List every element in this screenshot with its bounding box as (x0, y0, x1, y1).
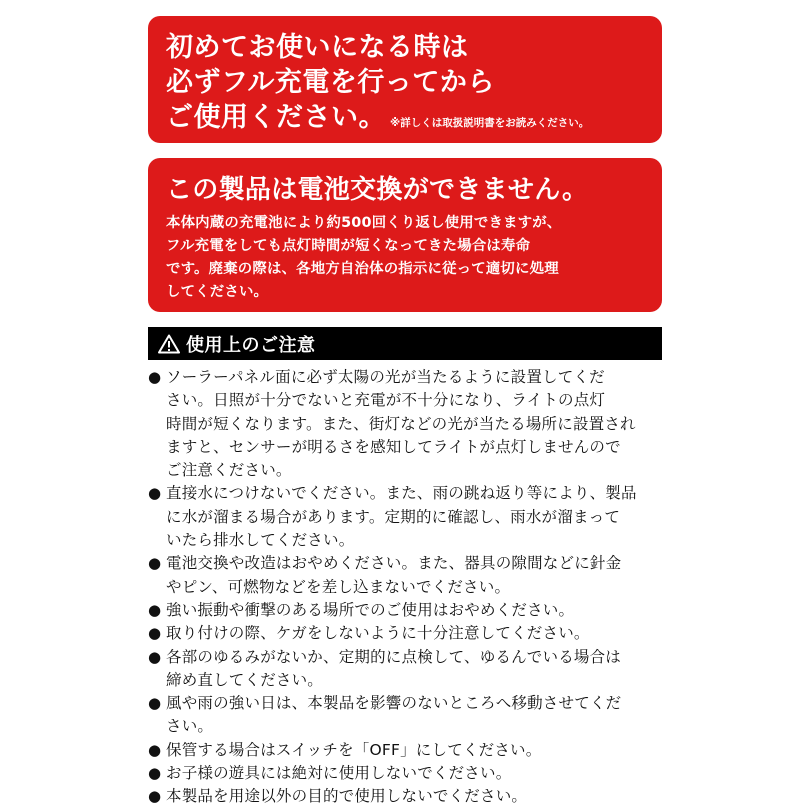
caution-item (148, 692, 668, 739)
usage-caution-header (148, 327, 662, 360)
card1-line-2: 必ずフル充電を行ってから (166, 67, 495, 98)
caution-item (148, 482, 668, 552)
manual-reference-note: ※詳しくは取扱説明書をお読みください。 (390, 117, 590, 129)
bullet-mark: ● (148, 368, 162, 386)
caution-item-line: 時間が短くなります。また、街灯などの光が当たる場所に設置され (166, 414, 636, 433)
caution-item-line: 強い振動や衝撃のある場所でのご使用はおやめください。 (166, 600, 575, 619)
caution-item-line: 取り付けの際、ケガをしないように十分注意してください。 (166, 624, 590, 643)
caution-item (148, 646, 668, 693)
caution-list (148, 366, 668, 809)
caution-item-text (166, 692, 621, 739)
card1-line-3 (166, 100, 644, 141)
battery-notice-line-3: です。廃棄の際は、各地方自治体の指示に従って適切に処理 (166, 261, 559, 277)
caution-item (148, 785, 668, 808)
caution-item-text (166, 646, 621, 693)
caution-item-line: 電池交換や改造はおやめください。また、器具の隙間などに針金 (166, 554, 622, 573)
caution-item-line: さい。 (166, 717, 214, 736)
caution-item-text (166, 366, 636, 482)
caution-item-text (166, 762, 511, 785)
caution-item-text (166, 599, 574, 622)
caution-item-text (166, 785, 527, 808)
caution-item (148, 622, 668, 645)
battery-notice-card (148, 158, 662, 312)
caution-item-line: ご注意ください。 (166, 461, 292, 480)
caution-item-line: 締め直してください。 (166, 670, 324, 689)
caution-item (148, 366, 668, 482)
caution-item-text (166, 739, 541, 762)
caution-item-line: 本製品を用途以外の目的で使用しないでください。 (166, 787, 528, 806)
bullet-mark: ● (148, 787, 162, 806)
bullet-mark: ● (148, 740, 162, 759)
bullet-mark: ● (148, 554, 162, 573)
warning-triangle-icon (158, 334, 180, 354)
caution-item (148, 762, 668, 785)
caution-item (148, 599, 668, 622)
caution-item-line: ソーラーパネル面に必ず太陽の光が当たるように設置してくだ (166, 368, 605, 386)
bullet-mark: ● (148, 694, 162, 713)
battery-notice-body (166, 212, 644, 304)
bullet-mark: ● (148, 647, 162, 666)
card1-line-1: 初めてお使いになる時は (166, 32, 469, 63)
battery-notice-title: この製品は電池交換ができません。 (166, 175, 589, 205)
caution-item (148, 739, 668, 762)
card1-line-3-text: ご使用ください。 (166, 102, 386, 133)
caution-item-line: に水が溜まる場合があります。定期的に確認し、雨水が溜まって (166, 507, 621, 526)
caution-item-line: 保管する場合はスイッチを「OFF」にしてください。 (166, 740, 542, 759)
caution-item-text (166, 552, 621, 599)
usage-caution-title: 使用上のご注意 (186, 334, 316, 356)
caution-item-text (166, 622, 590, 645)
caution-item-text (166, 482, 637, 552)
initial-charge-notice-card (148, 16, 662, 143)
bullet-mark: ● (148, 624, 162, 643)
caution-item-line: やピン、可燃物などを差し込まないでください。 (166, 577, 511, 596)
caution-item-line: お子様の遊具には絶対に使用しないでください。 (166, 764, 512, 783)
battery-notice-line-1: 本体内蔵の充電池により約500回くり返し使用できますが、 (166, 215, 562, 231)
caution-item-line: 風や雨の強い日は、本製品を影響のないところへ移動させてくだ (166, 694, 622, 713)
caution-item-line: 各部のゆるみがないか、定期的に点検して、ゆるんでいる場合は (166, 647, 621, 666)
battery-notice-line-2: フル充電をしても点灯時間が短くなってきた場合は寿命 (166, 238, 531, 254)
caution-item-line: ますと、センサーが明るさを感知してライトが点灯しませんので (166, 437, 621, 456)
caution-item-line: 直接水につけないでください。また、雨の跳ね返り等により、製品 (166, 484, 637, 503)
caution-item-line: さい。日照が十分でないと充電が不十分になり、ライトの点灯 (166, 391, 606, 410)
bullet-mark: ● (148, 764, 162, 783)
bullet-mark: ● (148, 600, 162, 619)
caution-item (148, 552, 668, 599)
battery-notice-line-4: してください。 (166, 284, 269, 300)
bullet-mark: ● (148, 484, 162, 503)
caution-item-line: いたら排水してください。 (166, 531, 355, 550)
